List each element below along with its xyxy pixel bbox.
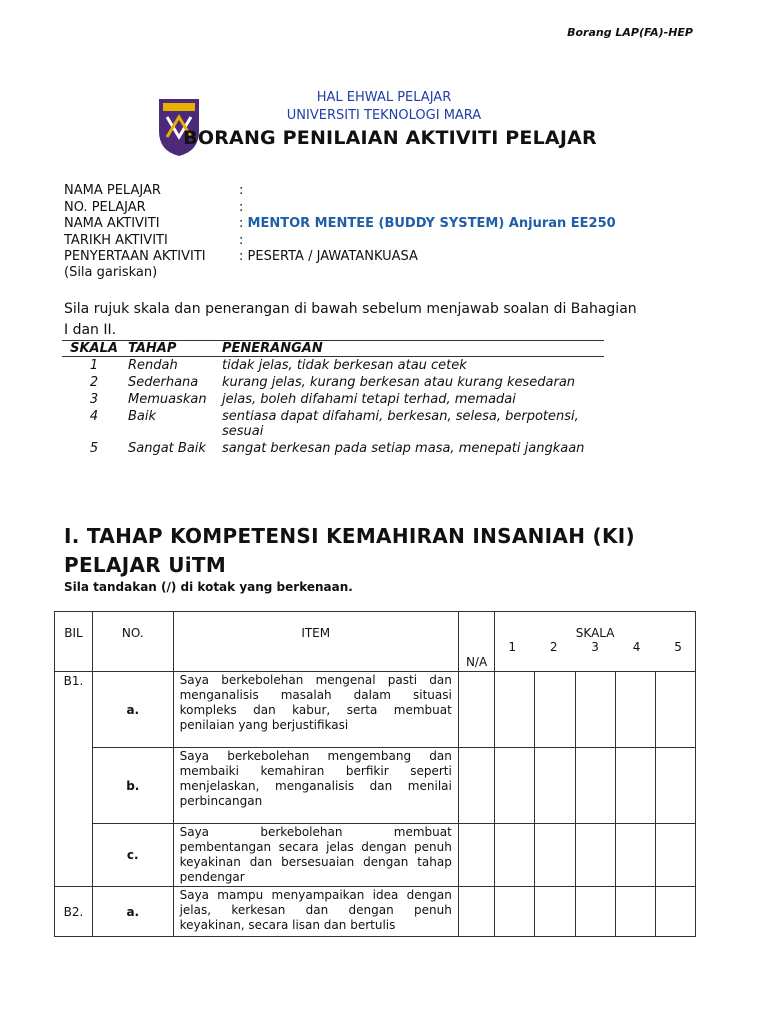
field-penyertaan: PENYERTAAN AKTIVITI : PESERTA / JAWATANKUASA: [64, 249, 418, 264]
checkbox-scale-3[interactable]: [575, 887, 615, 937]
checkbox-scale-1[interactable]: [495, 748, 535, 824]
header-item: ITEM: [173, 612, 458, 672]
field-nama-aktiviti: NAMA AKTIVITI : MENTOR MENTEE (BUDDY SYSTEM) Anjuran EE250: [64, 216, 616, 231]
checkbox-scale-4[interactable]: [615, 887, 655, 937]
field-nama-pelajar: NAMA PELAJAR :: [64, 183, 244, 198]
scale-row: 4 Baik sentiasa dapat difahami, berkesan, selesa, berpotensi, sesuai: [89, 409, 579, 439]
table-row: c. Saya berkebolehan membuat pembentangan secara jelas dengan penuh keyakinan dan bersesuaian dengan tahap pendengar: [55, 824, 696, 887]
checkbox-scale-5[interactable]: [655, 824, 695, 887]
scale-header-row: [62, 341, 604, 357]
checkbox-scale-2[interactable]: [535, 887, 575, 937]
checkbox-scale-5[interactable]: [655, 887, 695, 937]
table-row: B2. a. Saya mampu menyampaikan idea dengan jelas, kerkesan dan dengan penuh keyakinan, secara lisan dan bertulis: [55, 887, 696, 937]
table-row: b. Saya berkebolehan mengembang dan membaiki kemahiran berfikir seperti menjelaskan, menganalisis dan menilai perbincangan: [55, 748, 696, 824]
checkbox-scale-5[interactable]: [655, 748, 695, 824]
scale-row: 5 Sangat Baik sangat berkesan pada setiap masa, menepati jangkaan: [89, 441, 585, 456]
field-note: (Sila gariskan): [64, 265, 158, 280]
checkbox-scale-4[interactable]: [615, 748, 655, 824]
checkbox-na[interactable]: [458, 748, 494, 824]
header-skala: SKALA 1 2 3 4 5: [495, 612, 696, 672]
checkbox-scale-4[interactable]: [615, 824, 655, 887]
institution-name: UNIVERSITI TEKNOLOGI MARA: [286, 108, 482, 123]
scale-row: 1 Rendah tidak jelas, tidak berkesan atau cetek: [89, 358, 467, 373]
institution-dept: HAL EHWAL PELAJAR: [316, 90, 452, 105]
field-tarikh-aktiviti: TARIKH AKTIVITI :: [64, 233, 244, 248]
checkbox-scale-3[interactable]: [575, 672, 615, 748]
header-bil: BIL: [55, 612, 93, 672]
checkbox-na[interactable]: [458, 672, 494, 748]
scale-row: 3 Memuaskan jelas, boleh difahami tetapi terhad, memadai: [89, 392, 516, 407]
checkbox-scale-2[interactable]: [535, 824, 575, 887]
form-code: Borang LAP(FA)-HEP: [567, 26, 693, 39]
checkbox-na[interactable]: [458, 887, 494, 937]
intro-text: Sila rujuk skala dan penerangan di bawah sebelum menjawab soalan di Bahagian I dan II.: [64, 301, 637, 338]
scale-col-penerangan: PENERANGAN: [220, 341, 604, 357]
page-title: BORANG PENILAIAN AKTIVITI PELAJAR: [183, 127, 597, 149]
checkbox-scale-1[interactable]: [495, 887, 535, 937]
scale-table: [62, 340, 604, 457]
checkbox-scale-3[interactable]: [575, 748, 615, 824]
scale-col-tahap: TAHAP: [126, 341, 220, 357]
checkbox-scale-4[interactable]: [615, 672, 655, 748]
checkbox-scale-1[interactable]: [495, 824, 535, 887]
section-1-title: I. TAHAP KOMPETENSI KEMAHIRAN INSANIAH (KI) PELAJAR UiTM: [64, 524, 635, 577]
checkbox-scale-2[interactable]: [535, 672, 575, 748]
field-no-pelajar: NO. PELAJAR :: [64, 200, 244, 215]
table-row: B1. a. Saya berkebolehan mengenal pasti dan menganalisis masalah dalam situasi kompleks dan kabur, serta membuat penilaian yang berjustifikasi: [55, 672, 696, 748]
checkbox-na[interactable]: [458, 824, 494, 887]
checkbox-scale-3[interactable]: [575, 824, 615, 887]
table-header-row: [55, 612, 696, 672]
scale-row: 2 Sederhana kurang jelas, kurang berkesan atau kurang kesedaran: [89, 375, 576, 390]
header-no: NO.: [92, 612, 173, 672]
checkbox-scale-5[interactable]: [655, 672, 695, 748]
header-na: N/A: [458, 612, 494, 672]
scale-col-skala: SKALA: [62, 341, 126, 357]
checkbox-scale-1[interactable]: [495, 672, 535, 748]
competency-table: [54, 611, 696, 937]
section-1-note: Sila tandakan (/) di kotak yang berkenaan.: [64, 580, 353, 594]
activity-name: MENTOR MENTEE (BUDDY SYSTEM) Anjuran EE250: [247, 216, 616, 231]
checkbox-scale-2[interactable]: [535, 748, 575, 824]
header-scale-numbers: 1 2 3 4 5: [508, 640, 682, 654]
